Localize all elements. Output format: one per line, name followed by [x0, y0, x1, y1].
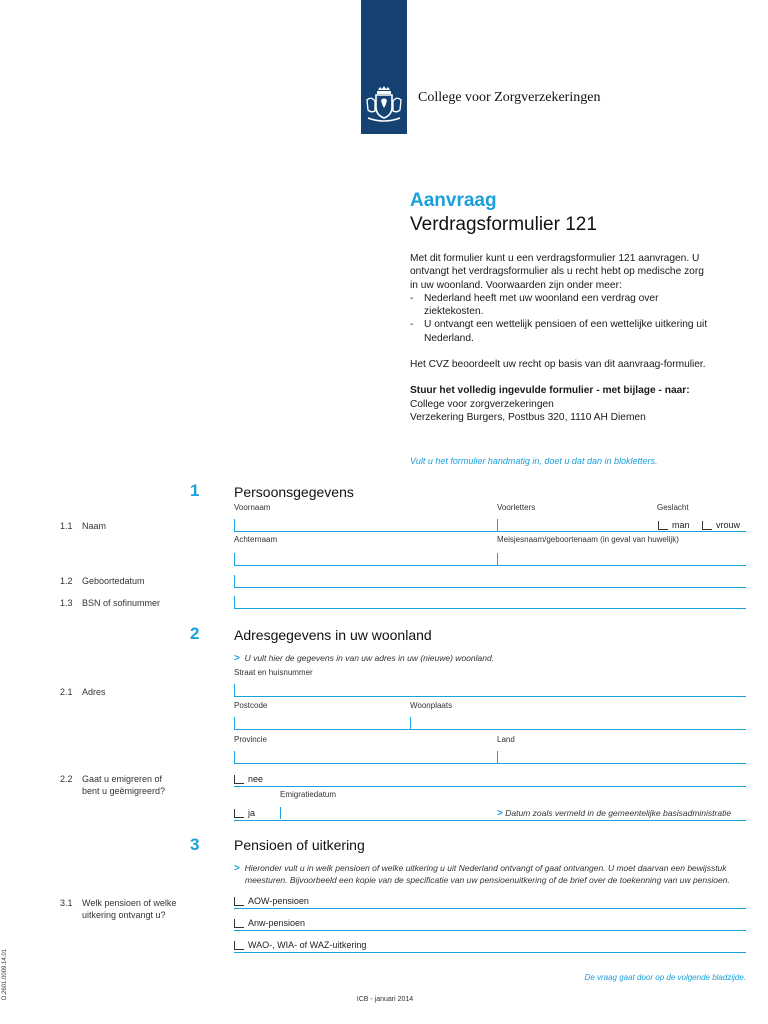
option-vrouw-label: vrouw [716, 520, 741, 530]
label-emigratiedatum: Emigratiedatum [280, 790, 337, 799]
form-title-line2: Verdragsformulier 121 [410, 214, 597, 235]
form-title-line1: Aanvraag [410, 190, 497, 211]
intro-paragraph-1: Met dit formulier kunt u een verdragsformulier 121 aanvragen. U ontvangt het verdragsformulier als u recht hebt op medische zorg in uw woonland. Voorwaarden zijn onder meer: [410, 253, 704, 291]
question-1-3-number: 1.3 [60, 598, 73, 608]
option-man-label: man [672, 520, 690, 530]
address-line-2: Verzekering Burgers, Postbus 320, 1110 AH Diemen [410, 411, 646, 423]
ja-line [234, 820, 746, 821]
question-1-2-number: 1.2 [60, 576, 73, 586]
intro-bullet: - Nederland heeft met uw woonland een verdrag over ziektekosten. [410, 292, 659, 318]
checkbox-wao[interactable] [234, 941, 244, 950]
section-3-hint-line2: meesturen. Bijvoorbeeld een kopie van de specificatie van uw pensioenuitkering of de brief over de toekenning van uw pensioen. [245, 875, 730, 885]
organization-name: College voor Zorgverzekeringen [418, 90, 601, 105]
wao-line [234, 952, 746, 953]
continue-note: De vraag gaat door op de volgende bladzijde. [584, 973, 746, 982]
royal-crest-icon [364, 86, 404, 122]
checkbox-ja[interactable] [234, 809, 244, 818]
question-3-1-number: 3.1 [60, 898, 73, 908]
label-provincie: Provincie [234, 735, 267, 744]
address-line-1: College voor zorgverzekeringen [410, 398, 554, 410]
checkbox-aow[interactable] [234, 897, 244, 906]
intro-bullet: - U ontvangt een wettelijk pensioen of een wettelijke uitkering uit Nederland. [410, 319, 708, 344]
arrow-icon: > [234, 653, 240, 664]
bsn-input[interactable] [234, 596, 235, 608]
question-2-1-label: Adres [82, 687, 106, 697]
achternaam-line [234, 565, 746, 566]
label-land: Land [497, 735, 515, 744]
postcode-line [234, 729, 746, 730]
arrow-icon: > [497, 808, 503, 819]
anw-line [234, 930, 746, 931]
label-achternaam: Achternaam [234, 535, 278, 544]
question-2-2-label-line2: bent u geëmigreerd? [82, 786, 166, 796]
section-2-number: 2 [190, 624, 200, 643]
provincie-line [234, 763, 746, 764]
label-woonplaats: Woonplaats [410, 701, 453, 710]
nee-line [234, 786, 746, 787]
question-2-1-number: 2.1 [60, 687, 73, 697]
geboortedatum-line [234, 587, 746, 588]
postcode-input[interactable] [234, 717, 235, 729]
checkbox-man[interactable] [658, 521, 668, 530]
question-1-1-number: 1.1 [60, 521, 73, 531]
geboortedatum-input[interactable] [234, 575, 235, 587]
aow-line [234, 908, 746, 909]
handwriting-note: Vult u het formulier handmatig in, doet u dat dan in blokletters. [410, 456, 658, 466]
intro-paragraph-2: Het CVZ beoordeelt uw recht op basis van dit aanvraag-formulier. [410, 359, 706, 371]
naam-line [234, 531, 746, 532]
option-nee-label: nee [248, 774, 264, 784]
section-3-title: Pensioen of uitkering [234, 837, 365, 853]
option-aow-label: AOW-pensioen [248, 896, 309, 906]
send-heading: Stuur het volledig ingevulde formulier - met bijlage - naar: [410, 385, 690, 397]
option-ja-label: ja [248, 808, 256, 818]
intro-text [410, 252, 710, 424]
option-wao-label: WAO-, WIA- of WAZ-uitkering [248, 940, 367, 950]
land-input[interactable] [497, 751, 498, 763]
label-postcode: Postcode [234, 701, 268, 710]
label-straat: Straat en huisnummer [234, 668, 313, 677]
datum-hint: > Datum zoals vermeld in de gemeentelijke basisadministratie [497, 808, 732, 819]
option-anw-label: Anw-pensioen [248, 918, 306, 928]
question-3-1-label-line2: uitkering ontvangt u? [82, 910, 166, 920]
question-2-2-number: 2.2 [60, 774, 73, 784]
question-3-1-label-line1: Welk pensioen of welke [82, 898, 177, 908]
checkbox-nee[interactable] [234, 775, 244, 784]
section-3-number: 3 [190, 835, 200, 854]
label-meisjesnaam: Meisjesnaam/geboortenaam (in geval van huwelijk) [497, 535, 679, 544]
voorletters-input[interactable] [497, 519, 498, 531]
meisjesnaam-input[interactable] [497, 553, 498, 565]
checkbox-vrouw[interactable] [702, 521, 712, 530]
woonplaats-input[interactable] [410, 717, 411, 729]
straat-line [234, 696, 746, 697]
section-3-hint: > Hieronder vult u in welk pensioen of welke uitkering u uit Nederland ontvangt of gaat ontvangen. U moet daarvan een bewijsstuk [234, 863, 727, 874]
question-2-2-label-line1: Gaat u emigreren of [82, 774, 163, 784]
section-2-hint: > U vult hier de gegevens in van uw adres in uw (nieuwe) woonland. [234, 653, 495, 664]
arrow-icon: > [234, 863, 240, 874]
straat-input[interactable] [234, 684, 235, 696]
provincie-input[interactable] [234, 751, 235, 763]
checkbox-anw[interactable] [234, 919, 244, 928]
question-1-1-label: Naam [82, 521, 107, 531]
label-geslacht: Geslacht [657, 503, 689, 512]
achternaam-input[interactable] [234, 553, 235, 565]
label-voornaam: Voornaam [234, 503, 271, 512]
document-code: D.2601.0009.14.01 [2, 948, 8, 1000]
page-footer: ICB - januari 2014 [356, 996, 414, 1003]
section-1-number: 1 [190, 481, 200, 500]
label-voorletters: Voorletters [497, 503, 536, 512]
voornaam-input[interactable] [234, 519, 235, 531]
emigratiedatum-input[interactable] [280, 807, 281, 819]
question-1-3-label: BSN of sofinummer [82, 598, 161, 608]
section-2-title: Adresgegevens in uw woonland [234, 627, 432, 643]
bsn-line [234, 608, 746, 609]
section-1-title: Persoonsgegevens [234, 484, 354, 500]
question-1-2-label: Geboortedatum [82, 576, 145, 586]
